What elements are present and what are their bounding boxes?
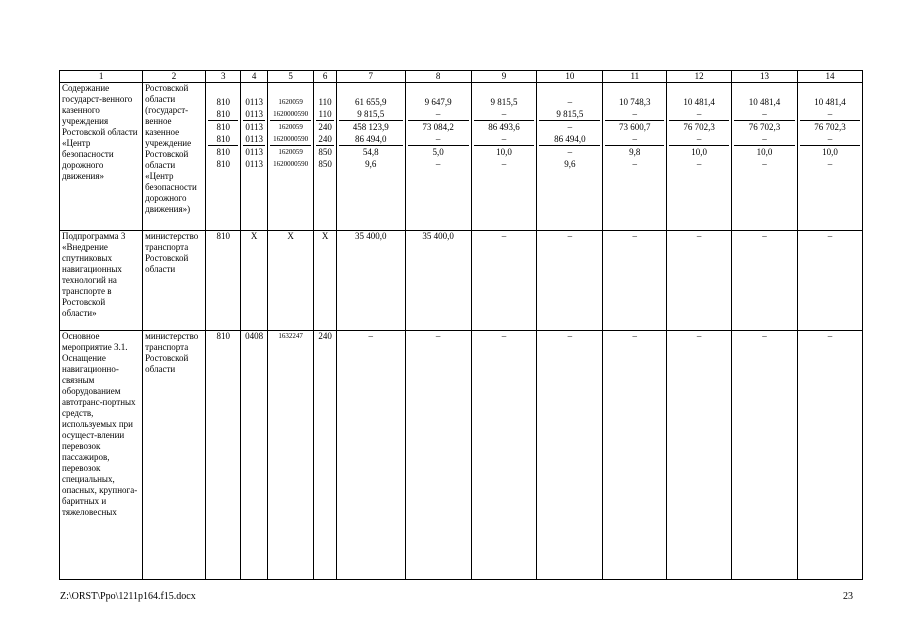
header-cell: 5 (267, 71, 314, 83)
target-code-cell: 1632247 (267, 331, 314, 580)
budget-line-value: 1620000590 (270, 108, 312, 121)
amount-cell (471, 83, 537, 231)
budget-line-value: 0113 (245, 109, 263, 119)
amount-cell: – (732, 231, 798, 331)
budget-line-value: 1620000590 (273, 160, 309, 168)
section-code-cell: X (241, 231, 267, 331)
budget-line-value: – (474, 108, 535, 121)
budget-line-value: 61 655,9 (354, 97, 387, 107)
budget-line-value: 810 (216, 159, 230, 169)
header-cell: 6 (314, 71, 336, 83)
grbs-code-cell: 810 (205, 331, 240, 580)
budget-line-value: 9 815,5 (339, 108, 403, 121)
budget-line-value: 9 815,5 (490, 97, 518, 107)
executor-description: министерство транспорта Ростовской области (143, 331, 206, 580)
budget-line-value: 9,6 (564, 159, 576, 169)
budget-line-value: – (605, 133, 664, 146)
amount-cell: – (471, 331, 537, 580)
budget-line-value: 810 (216, 97, 230, 107)
budget-line-value: 73 084,2 (422, 122, 454, 132)
file-path: Z:\ORST\Ppo\1211p164.f15.docx (60, 591, 196, 602)
budget-line-value: – (734, 133, 795, 146)
amount-cell (797, 83, 862, 231)
budget-line-value: 0113 (245, 122, 263, 132)
budget-line-value: – (605, 108, 664, 121)
budget-line-value: 76 702,3 (748, 122, 781, 132)
amount-cell (603, 83, 667, 231)
budget-line-value: 10 481,4 (683, 97, 715, 107)
grbs-code-cell (205, 83, 240, 231)
budget-line-value: 1620059 (278, 123, 303, 131)
amount-cell: – (336, 331, 405, 580)
amount-cell: – (405, 331, 471, 580)
amount-cell: – (667, 231, 732, 331)
budget-line-value: 110 (316, 108, 333, 121)
header-cell: 3 (205, 71, 240, 83)
amount-cell: – (732, 331, 798, 580)
budget-line-value: – (800, 133, 860, 146)
budget-line-value: 86 493,6 (488, 122, 520, 132)
header-cell: 4 (241, 71, 267, 83)
budget-line-value: – (474, 133, 535, 146)
budget-line-value: 10,0 (496, 147, 512, 157)
header-cell: 12 (667, 71, 732, 83)
budget-line-value: 9,6 (365, 159, 377, 169)
budget-line-value: – (734, 108, 795, 121)
header-cell: 1 (60, 71, 143, 83)
budget-line-value: – (669, 108, 729, 121)
header-cell: 7 (336, 71, 405, 83)
executor-description: министерство транспорта Ростовской области (143, 231, 206, 331)
budget-line-value: 10 481,4 (748, 97, 781, 107)
page-number: 23 (843, 591, 853, 602)
budget-line-value: 9 647,9 (424, 97, 452, 107)
budget-line-value: 10,0 (822, 147, 838, 157)
budget-line-value: 1620059 (278, 98, 303, 106)
budget-line-value: – (567, 97, 573, 107)
budget-line-value: 9,8 (629, 147, 641, 157)
table-row (60, 231, 863, 331)
activity-description: Основное мероприятие 3.1. Оснащение навигационно-связным оборудованием автотранс-портных средств, используемых при осущест-влении перевозок пассажиров, перевозок специальных, опасных, крупнога-баритных и тяжеловесных (60, 331, 143, 580)
expense-type-cell: 240 (314, 331, 336, 580)
budget-line-value: 458 123,9 (352, 122, 389, 132)
expense-type-cell (314, 83, 336, 231)
budget-line-value: 810 (208, 133, 238, 146)
budget-line-value: 73 600,7 (619, 122, 651, 132)
budget-line-value: 86 494,0 (539, 133, 600, 146)
budget-line-value: – (567, 122, 573, 132)
budget-line-value: – (762, 159, 767, 169)
budget-line-value: 76 702,3 (814, 122, 846, 132)
amount-cell: – (667, 331, 732, 580)
budget-line-value: – (827, 159, 833, 169)
budget-line-value: – (800, 108, 860, 121)
budget-line-value: 54,8 (362, 147, 379, 157)
header-cell: 13 (732, 71, 798, 83)
amount-cell: 35 400,0 (405, 231, 471, 331)
table-row (60, 83, 863, 231)
budget-line-value: 10,0 (691, 147, 708, 157)
budget-table (59, 70, 863, 580)
budget-line-value: 0113 (245, 159, 263, 169)
header-cell: 8 (405, 71, 471, 83)
budget-line-value: 86 494,0 (339, 133, 403, 146)
amount-cell: – (797, 231, 862, 331)
budget-line-value: – (435, 159, 441, 169)
budget-line-value: 5,0 (432, 147, 444, 157)
subprogram-description: Подпрограмма 3 «Внедрение спутниковых навигационных технологий на транспорте в Ростовской области» (60, 231, 143, 331)
table-row (60, 331, 863, 580)
amount-cell (667, 83, 732, 231)
budget-line-value: 1620059 (278, 148, 303, 156)
budget-line-value: 0113 (245, 147, 263, 157)
amount-cell (336, 83, 405, 231)
budget-line-value: 9 815,5 (539, 108, 600, 121)
amount-cell: – (603, 331, 667, 580)
header-cell: 2 (143, 71, 206, 83)
header-cell: 11 (603, 71, 667, 83)
header-cell: 14 (797, 71, 862, 83)
header-row (60, 71, 863, 83)
program-description: Содержание государст-венного казенного учреждения Ростовской области «Центр безопасности дорожного движения» (60, 83, 143, 231)
executor-description: Ростовской области (государст-венное казенное учреждение Ростовской области «Центр безопасности дорожного движения») (143, 83, 206, 231)
amount-cell (537, 83, 603, 231)
budget-line-value: 810 (216, 147, 230, 157)
grbs-code-cell: 810 (205, 231, 240, 331)
budget-line-value: 76 702,3 (683, 122, 715, 132)
amount-cell: 35 400,0 (336, 231, 405, 331)
budget-line-value: 850 (318, 147, 332, 157)
budget-line-value: 0113 (245, 134, 263, 144)
amount-cell: – (537, 231, 603, 331)
amount-cell (405, 83, 471, 231)
budget-line-value: 10,0 (756, 147, 773, 157)
budget-line-value: 240 (318, 134, 332, 144)
budget-line-value: – (669, 133, 729, 146)
amount-cell: – (537, 331, 603, 580)
budget-line-value: 110 (318, 97, 332, 107)
target-code-cell: X (267, 231, 314, 331)
section-code-cell (241, 83, 267, 231)
budget-line-value: – (501, 159, 507, 169)
budget-line-value: – (632, 159, 638, 169)
budget-line-value: 10 748,3 (619, 97, 651, 107)
budget-line-value: 1620000590 (270, 133, 312, 146)
amount-cell: – (603, 231, 667, 331)
target-code-cell (267, 83, 314, 231)
budget-line-value: 0113 (245, 97, 263, 107)
budget-line-value: – (696, 159, 702, 169)
budget-line-value: 850 (318, 159, 332, 169)
budget-line-value: 240 (318, 122, 332, 132)
budget-line-value: 810 (208, 108, 238, 121)
budget-line-value: – (408, 133, 469, 146)
header-cell: 10 (537, 71, 603, 83)
budget-line-value: – (567, 147, 573, 157)
budget-line-value: 10 481,4 (814, 97, 846, 107)
budget-line-value: 810 (216, 122, 230, 132)
amount-cell: – (797, 331, 862, 580)
expense-type-cell: X (314, 231, 336, 331)
section-code-cell: 0408 (241, 331, 267, 580)
budget-line-value: – (408, 108, 469, 121)
amount-cell: – (471, 231, 537, 331)
amount-cell (732, 83, 798, 231)
header-cell: 9 (471, 71, 537, 83)
